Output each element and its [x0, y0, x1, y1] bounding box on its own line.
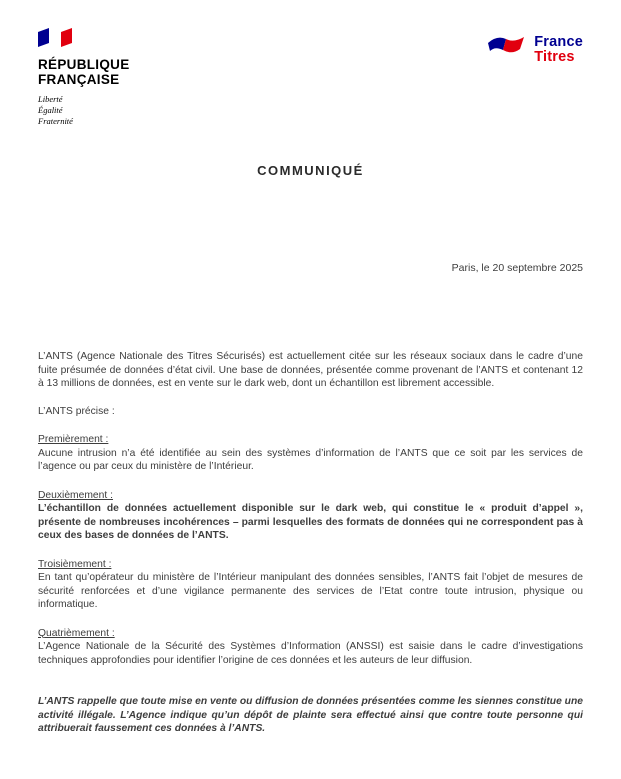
- france-titres-line2: Titres: [534, 48, 575, 65]
- document-header: [0, 0, 621, 127]
- document-body: [0, 350, 621, 736]
- section-heading: Troisièmement :: [38, 558, 112, 570]
- section-heading: Premièrement :: [38, 434, 109, 445]
- section-text: Aucune intrusion n’a été identifiée au sein des systèmes d’information de l’ANTS que ce soit par les services de l’agence ou par ceux du ministère de l’Intérieur.: [38, 447, 583, 472]
- section-text: En tant qu’opérateur du ministère de l’Intérieur manipulant des données sensibles, l’ANTS fait l’objet de mesures de sécurité renforcées et d’une vigilance permanente des services de l’Etat contre toute intrusion, physique ou informatique.: [38, 572, 583, 610]
- section-quatriemement: [38, 627, 583, 668]
- section-premierement: [38, 433, 583, 474]
- republique-wordmark-line1: RÉPUBLIQUE: [38, 57, 130, 72]
- motto-liberte: Liberté: [38, 94, 63, 104]
- section-heading: Deuxièmement :: [38, 489, 113, 501]
- france-titres-swoosh-icon: [486, 34, 526, 65]
- section-deuxiemement: [38, 489, 583, 543]
- section-text: L’Agence Nationale de la Sécurité des Systèmes d’Information (ANSSI) est saisie dans le cadre d’investigations techniques approfondies pour identifier l’origine de ces données et les auteurs de leur diffusion.: [38, 641, 583, 666]
- france-titres-line1: France: [534, 33, 583, 50]
- france-titres-logo: [486, 34, 583, 65]
- intro-paragraph: L’ANTS (Agence Nationale des Titres Sécurisés) est actuellement citée sur les réseaux sociaux dans le cadre d’une fuite présumée de données d’état civil. Une base de données, présentée comme provenant de l’ANTS et contenant 12 à 13 millions de données, est en vente sur le dark web, dont un échantillon est librement accessible.: [38, 351, 583, 389]
- section-text: L’échantillon de données actuellement disponible sur le dark web, qui constitue le « produit d’appel », présente de nombreuses incohérences – parmi lesquelles des formats de données qui ne correspondent pas à ceux des bases de données de l’ANTS.: [38, 503, 583, 541]
- precise-line: L’ANTS précise :: [38, 405, 115, 417]
- motto-egalite: Égalité: [38, 105, 63, 115]
- republique-motto: [38, 94, 130, 127]
- french-flag-icon: [38, 28, 130, 52]
- section-troisiemement: [38, 558, 583, 612]
- closing-statement: L’ANTS rappelle que toute mise en vente ou diffusion de données présentées comme les siennes constitue une activité illégale. L’Agence indique qu’un dépôt de plainte sera effectué ainsi que contre toute personne qui attribuerait faussement ces données à l’ANTS.: [38, 696, 583, 734]
- republique-wordmark-line2: FRANÇAISE: [38, 72, 120, 87]
- republique-francaise-logo: [38, 28, 130, 127]
- motto-fraternite: Fraternité: [38, 116, 73, 126]
- document-title: COMMUNIQUÉ: [257, 163, 364, 178]
- section-heading: Quatrièmement :: [38, 627, 115, 639]
- dateline: Paris, le 20 septembre 2025: [451, 262, 583, 274]
